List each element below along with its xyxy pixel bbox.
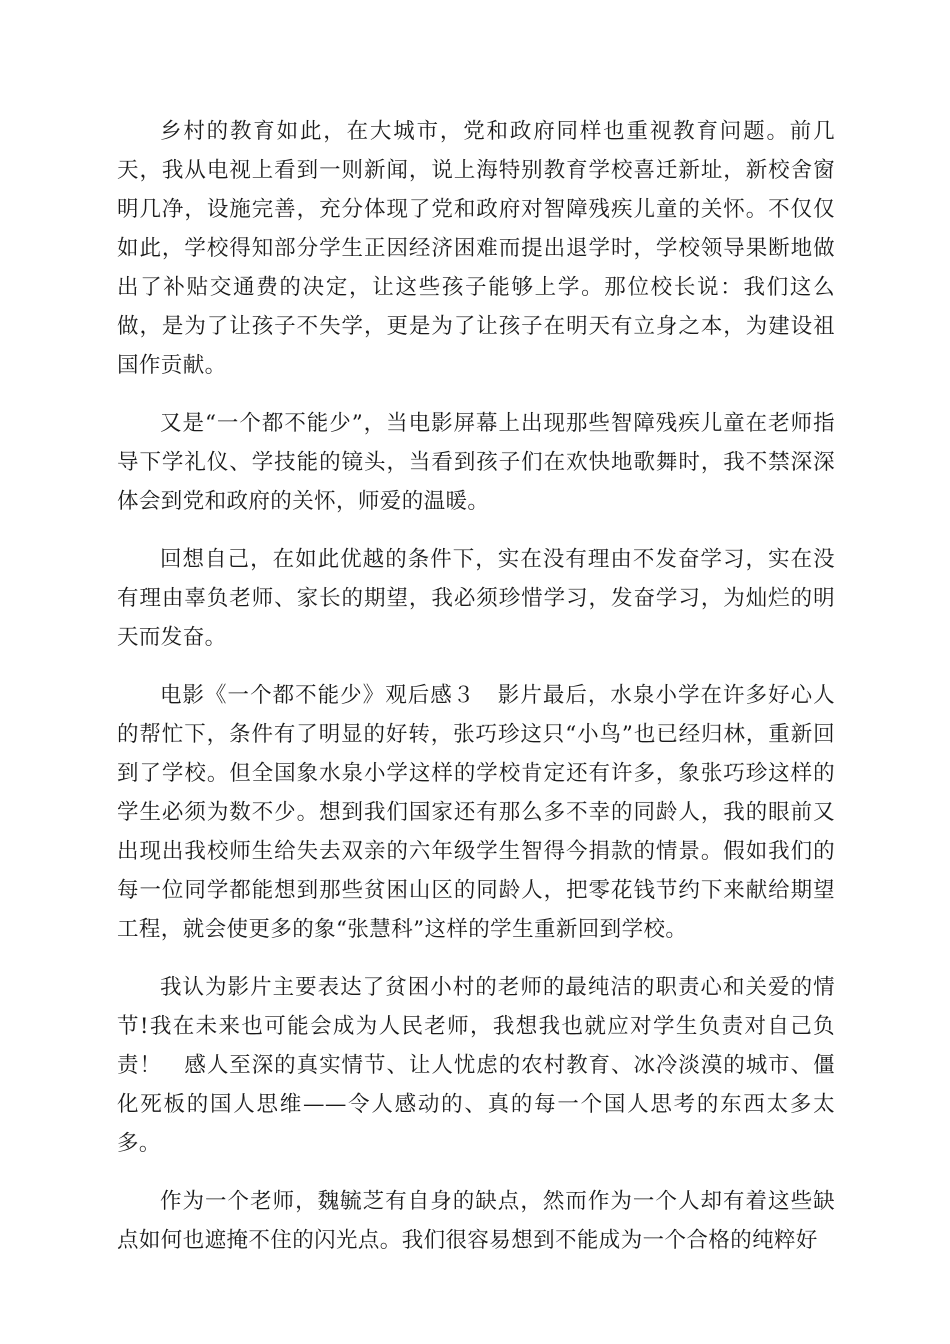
paragraph-teacher-responsibility: 我认为影片主要表达了贫困小村的老师的最纯洁的职责心和关爱的情节!我在未来也可能会成为人民老师，我想我也就应对学生负责对自己负责！ 感人至深的真实情节、让人忧虑的农村教育、冰冷淡漠的城市、僵化死板的国人思维——令人感动的、真的每一个国人思考的东西太多太多。 — [117, 975, 835, 1156]
paragraph-education-city: 乡村的教育如此，在大城市，党和政府同样也重视教育问题。前几天，我从电视上看到一则新闻，说上海特别教育学校喜迁新址，新校舍窗明几净，设施完善，充分体现了党和政府对智障残疾儿童的关怀。不仅仅如此，学校得知部分学生正因经济困难而提出退学时，学校领导果断地做出了补贴交通费的决定，让这些孩子能够上学。那位校长说：我们这么做，是为了让孩子不失学，更是为了让孩子在明天有立身之本，为建设祖国作贡献。 — [117, 119, 835, 378]
paragraph-wei-minzhi: 作为一个老师，魏毓芝有自身的缺点，然而作为一个人却有着这些缺点如何也遮掩不住的闪光点。我们很容易想到不能成为一个合格的纯粹好 — [117, 1189, 835, 1253]
paragraph-reflection: 回想自己，在如此优越的条件下，实在没有理由不发奋学习，实在没有理由辜负老师、家长的期望，我必须珍惜学习，发奋学习，为灿烂的明天而发奋。 — [117, 547, 835, 650]
paragraph-film-screen: 又是“一个都不能少”，当电影屏幕上出现那些智障残疾儿童在老师指导下学礼仪、学技能的镜头，当看到孩子们在欢快地歌舞时，我不禁深深体会到党和政府的关怀，师爱的温暖。 — [117, 411, 835, 514]
paragraph-review-3: 电影《一个都不能少》观后感３ 影片最后，水泉小学在许多好心人的帮忙下，条件有了明显的好转，张巧珍这只“小鸟”也已经归林，重新回到了学校。但全国象水泉小学这样的学校肯定还有许多，象张巧珍这样的学生必须为数不少。想到我们国家还有那么多不幸的同龄人，我的眼前又出现出我校师生给失去双亲的六年级学生智得今捐款的情景。假如我们的每一位同学都能想到那些贫困山区的同龄人，把零花钱节约下来献给期望工程，就会使更多的象“张慧科”这样的学生重新回到学校。 — [117, 683, 835, 942]
document-body — [117, 112, 835, 1279]
